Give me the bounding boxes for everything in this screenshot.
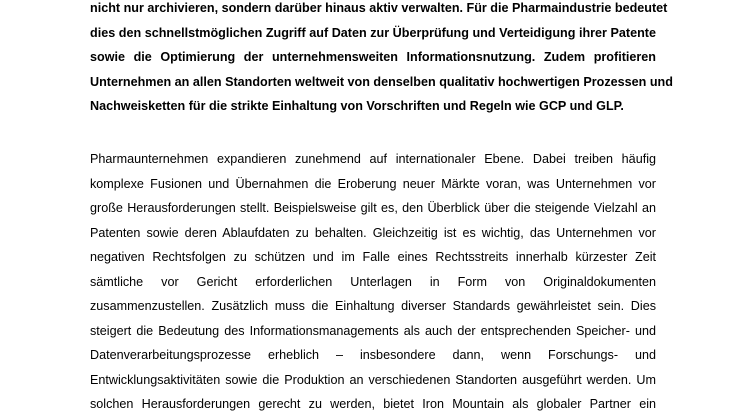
text-line: große Herausforderungen stellt. Beispielsweise gilt es, den Überblick über die steigende Vielzahl an bbox=[90, 201, 656, 215]
text-line: Unternehmen an allen Standorten weltweit von denselben qualitativ hochwertigen Prozessen und bbox=[90, 74, 673, 89]
text-line: Nachweisketten für die strikte Einhaltung von Vorschriften und Regeln wie GCP und GLP. bbox=[90, 99, 624, 113]
text-line: zusammenzustellen. Zusätzlich muss die Einhaltung diverser Standards gewährleistet sein. Dies bbox=[90, 299, 656, 313]
body-paragraph bbox=[90, 147, 656, 417]
text-line: dies den schnellstmöglichen Zugriff auf Daten zur Überprüfung und Verteidigung ihrer Patente bbox=[90, 25, 656, 40]
text-line: Entwicklungsaktivitäten sowie die Produktion an verschiedenen Standorten ausgeführt werden. Um bbox=[90, 372, 656, 387]
text-line: solchen Herausforderungen gerecht zu werden, bietet Iron Mountain als globaler Partner ein bbox=[90, 397, 656, 411]
text-line: Datenverarbeitungsprozesse erheblich – insbesondere dann, wenn Forschungs- und bbox=[90, 348, 656, 362]
text-line: Patenten sowie deren Ablaufdaten zu behalten. Gleichzeitig ist es wichtig, das Unternehmen vor bbox=[90, 225, 656, 240]
text-line: steigert die Bedeutung des Informationsmanagements als auch der entsprechenden Speicher- und bbox=[90, 323, 656, 338]
text-line: negativen Rechtsfolgen zu schützen und im Falle eines Rechtsstreits innerhalb kürzester Zeit bbox=[90, 250, 656, 264]
text-line: Pharmaunternehmen expandieren zunehmend auf internationaler Ebene. Dabei treiben häufig bbox=[90, 152, 656, 166]
text-line: sämtliche vor Gericht erforderlichen Unterlagen in Form von Originaldokumenten bbox=[90, 274, 656, 289]
text-line: nicht nur archivieren, sondern darüber hinaus aktiv verwalten. Für die Pharmaindustrie bedeutet bbox=[90, 1, 668, 15]
text-line: sowie die Optimierung der unternehmensweiten Informationsnutzung. Zudem profitieren bbox=[90, 50, 656, 64]
text-line: komplexe Fusionen und Übernahmen die Eroberung neuer Märkte voran, was Unternehmen vor bbox=[90, 176, 656, 191]
bold-paragraph bbox=[90, 0, 673, 119]
